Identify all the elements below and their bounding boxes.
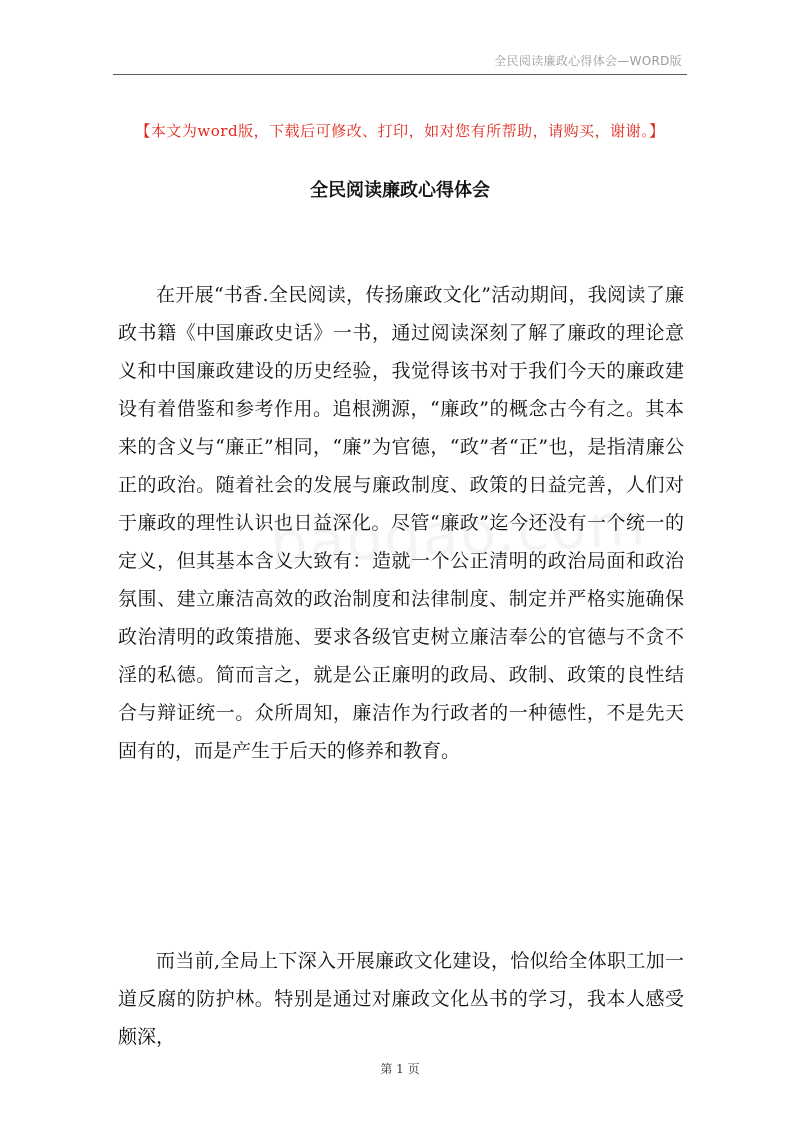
body-paragraph-1: 在开展“书香.全民阅读，传扬廉政文化”活动期间，我阅读了廉政书籍《中国廉政史话》一书，通过阅读深刻了解了廉政的理论意义和中国廉政建设的历史经验，我觉得该书对于我们今天的廉政建设有着借鉴和参考作用。追根溯源，“廉政”的概念古今有之。其本来的含义与“廉正”相同，“廉”为官德，“政”者“正”也，是指清廉公正的政治。随着社会的发展与廉政制度、政策的日益完善，人们对于廉政的理性认识也日益深化。尽管“廉政”迄今还没有一个统一的定义，但其基本含义大致有：造就一个公正清明的政治局面和政治氛围、建立廉洁高效的政治制度和法律制度、制定并严格实施确保政治清明的政策措施、要求各级官吏树立廉洁奉公的官德与不贪不淫的私德。简而言之，就是公正廉明的政局、政制、政策的良性结合与辩证统一。众所周知，廉洁作为行政者的一种德性，不是先天固有的，而是产生于后天的修养和教育。	[118, 284, 684, 762]
running-header: 全民阅读廉政心得体会—WORD版	[494, 54, 682, 68]
document-title: 全民阅读廉政心得体会	[310, 180, 490, 201]
purchase-notice: 【本文为word版，下载后可修改、打印，如对您有所帮助，请购买，谢谢。】	[135, 122, 665, 140]
page-number: 第 1 页	[380, 1062, 420, 1076]
header-divider	[113, 74, 687, 75]
body-paragraph-2: 而当前,全局上下深入开展廉政文化建设，恰似给全体职工加一道反腐的防护林。特别是通过对廉政文化丛书的学习，我本人感受颇深，	[118, 950, 684, 1048]
